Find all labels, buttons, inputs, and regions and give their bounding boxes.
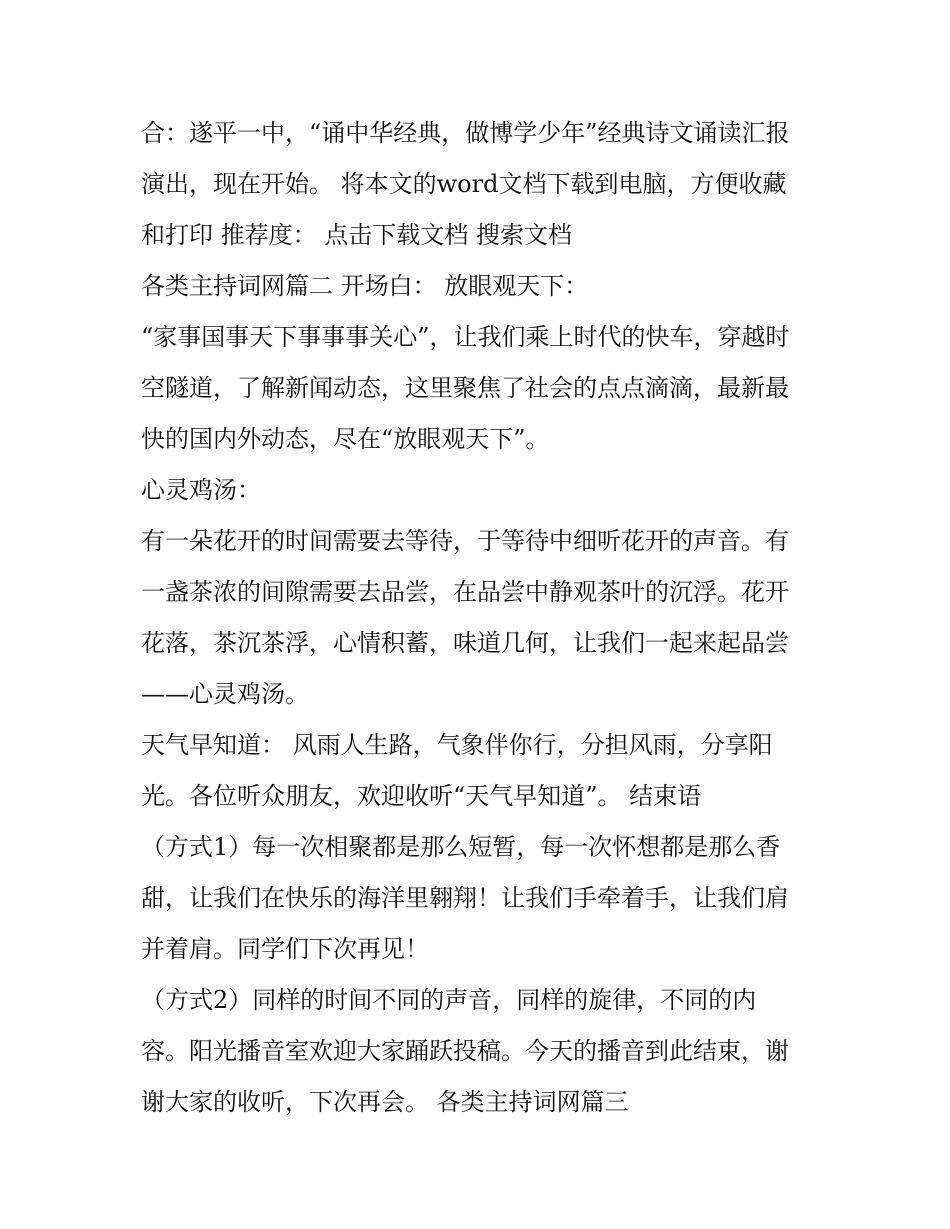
text-line: 谢大家的收听，下次再会。 各类主持词网篇三	[141, 1088, 629, 1116]
document-body	[141, 108, 821, 1128]
text-line: 合：遂平一中，“诵中华经典，做博学少年”经典诗文诵读汇报	[141, 119, 790, 147]
text-line: 花落，茶沉茶浮，心情积蓄，味道几何，让我们一起来起品尝	[141, 629, 789, 657]
text-line: 并着肩。同学们下次再见！	[141, 935, 429, 963]
text-line: 天气早知道： 风雨人生路，气象伴你行，分担风雨，分享阳	[141, 731, 773, 759]
text-line: （方式2）同样的时间不同的声音，同样的旋律，不同的内	[141, 986, 757, 1014]
text-line: （方式1）每一次相聚都是那么短暂，每一次怀想都是那么香	[141, 833, 781, 861]
text-line: 容。阳光播音室欢迎大家踊跃投稿。今天的播音到此结束，谢	[141, 1037, 789, 1065]
text-line: 有一朵花开的时间需要去等待，于等待中细听花开的声音。有	[141, 527, 789, 555]
text-line: 光。各位听众朋友，欢迎收听“天气早知道”。 结束语	[141, 782, 702, 810]
text-line: 一盏茶浓的间隙需要去品尝，在品尝中静观茶叶的沉浮。花开	[141, 578, 789, 606]
text-line: 心灵鸡汤：	[141, 476, 261, 504]
text-line: 快的国内外动态，尽在“放眼观天下”。	[141, 425, 550, 453]
text-line: 和打印 推荐度： 点击下载文档 搜索文档	[141, 221, 572, 249]
text-line: 空隧道，了解新闻动态，这里聚焦了社会的点点滴滴，最新最	[141, 374, 789, 402]
text-line: ——心灵鸡汤。	[141, 680, 309, 708]
text-line: 各类主持词网篇二 开场白： 放眼观天下：	[141, 272, 589, 300]
text-line: 甜，让我们在快乐的海洋里翱翔！让我们手牵着手，让我们肩	[141, 884, 789, 912]
text-line: 演出，现在开始。 将本文的word文档下载到电脑，方便收藏	[141, 170, 787, 198]
text-line: “家事国事天下事事事关心”，让我们乘上时代的快车，穿越时	[141, 323, 790, 351]
